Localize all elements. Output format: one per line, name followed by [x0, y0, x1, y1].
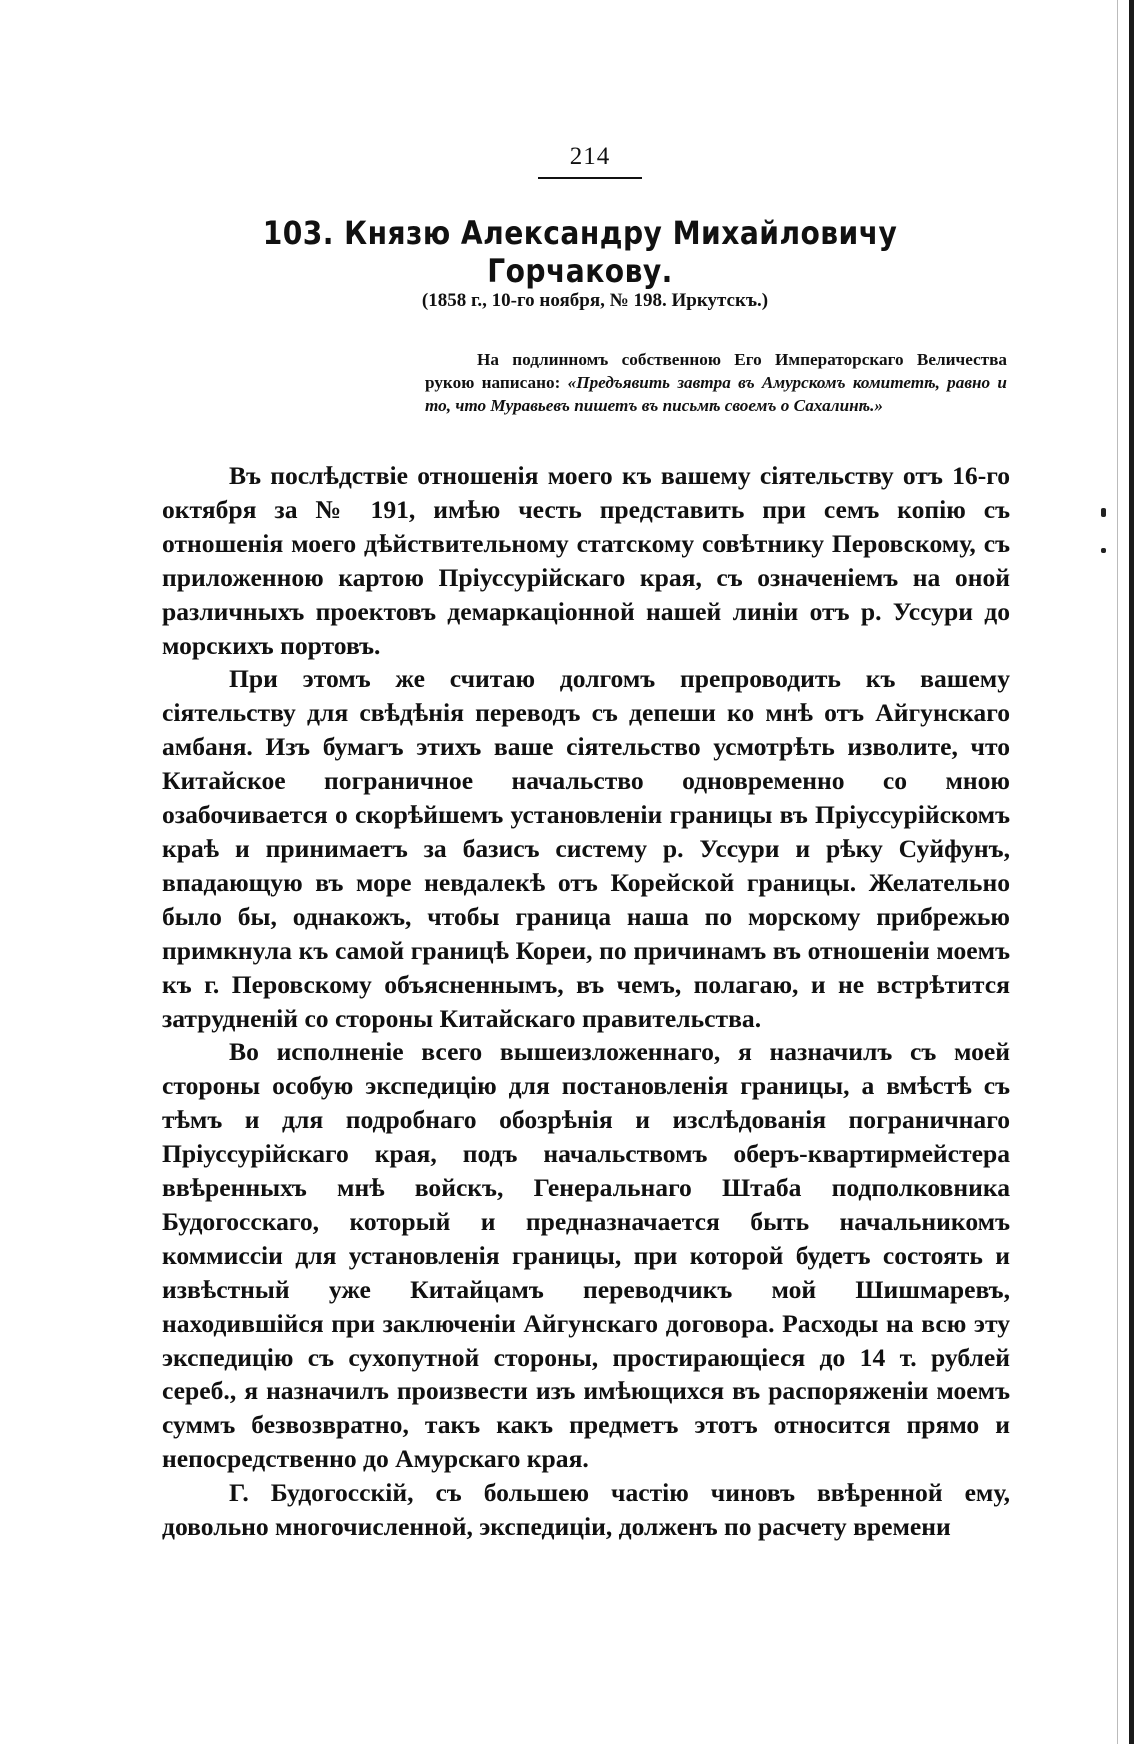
note-prefix: На подлинномъ собственною Его Императорскаго Величества рукою написано:: [425, 350, 1007, 392]
document-date-line: (1858 г., 10-го ноября, № 198. Иркутскъ.): [421, 290, 769, 311]
page-edge-line: [1117, 0, 1118, 1744]
note-text: [425, 348, 1007, 417]
paragraph-1: Въ послѣдствіе отношенія моего къ вашему сіятельству отъ 16-го октября за № 191, имѣю честь представить при семъ копію съ отношенія моего дѣйствительному статскому совѣтнику Перовскому, съ приложенною картою Пріуссурійскаго края, съ означеніемъ на оной различныхъ проектовъ демаркаціонной нашей линіи отъ р. Уссури до морскихъ портовъ.: [162, 461, 1010, 660]
paragraph-4: Г. Будогосскій, съ большею частію чиновъ ввѣренной ему, довольно многочисленной, экспедиціи, долженъ по расчету времени: [162, 1478, 1010, 1542]
paragraph-3: Во исполненіе всего вышеизложеннаго, я назначилъ съ моей стороны особую экспедицію для постановленія границы, а вмѣстѣ съ тѣмъ и для подробнаго обозрѣнія и изслѣдованія пограничнаго Пріуссурійскаго края, подъ начальствомъ оберъ-квартирмейстера ввѣренныхъ мнѣ войскъ, Генеральнаго Штаба подполковника Будогосскаго, который и предназначается быть начальникомъ коммиссіи для установленія границы, при которой будетъ состоять и извѣстный уже Китайцамъ переводчикъ мой Шишмаревъ, находившійся при заключеніи Айгунскаго договора. Расходы на всю эту экспедицію съ сухопутной стороны, простирающіеся до 14 т. рублей сереб., я назначилъ произвести изъ имѣющихся въ распоряженіи моемъ суммъ безвозвратно, такъ какъ предметъ этотъ относится прямо и непосредственно до Амурскаго края.: [162, 1037, 1010, 1474]
letter-body: [162, 459, 1010, 1544]
page-number-rule: [538, 177, 642, 179]
paragraph-2: При этомъ же считаю долгомъ препроводить къ вашему сіятельству для свѣдѣнія переводъ съ депеши ко мнѣ отъ Айгунскаго амбаня. Изъ бумагъ этихъ ваше сіятельство усмотрѣть изволите, что Китайское пограничное начальство одновременно со мною озабочивается о скорѣйшемъ установленіи границы въ Пріуссурійскомъ краѣ и принимаетъ за базисъ систему р. Уссури и рѣку Суйфунъ, впадающую въ море невдалекѣ отъ Корейской границы. Желательно было бы, однакожъ, чтобы граница наша по морскому прибрежью примкнула къ самой границѣ Кореи, по причинамъ въ отношеніи моемъ къ г. Перовскому объясненнымъ, въ чемъ, полагаю, и не встрѣтится затрудненій со стороны Китайскаго правительства.: [162, 664, 1010, 1033]
page-number: 214: [569, 143, 611, 170]
note-quote: «Предъявить завтра въ Амурскомъ комитетѣ, равно и то, что Муравьевъ пишетъ въ письмѣ своемъ о Сахалинѣ.»: [425, 373, 1007, 415]
margin-mark: [1101, 508, 1106, 517]
document-title: 103. Князю Александру Михайловичу Горчакову.: [262, 214, 898, 290]
margin-mark: [1101, 548, 1106, 553]
marginal-note: [425, 348, 1007, 417]
page-edge-shadow: [1129, 0, 1134, 1744]
